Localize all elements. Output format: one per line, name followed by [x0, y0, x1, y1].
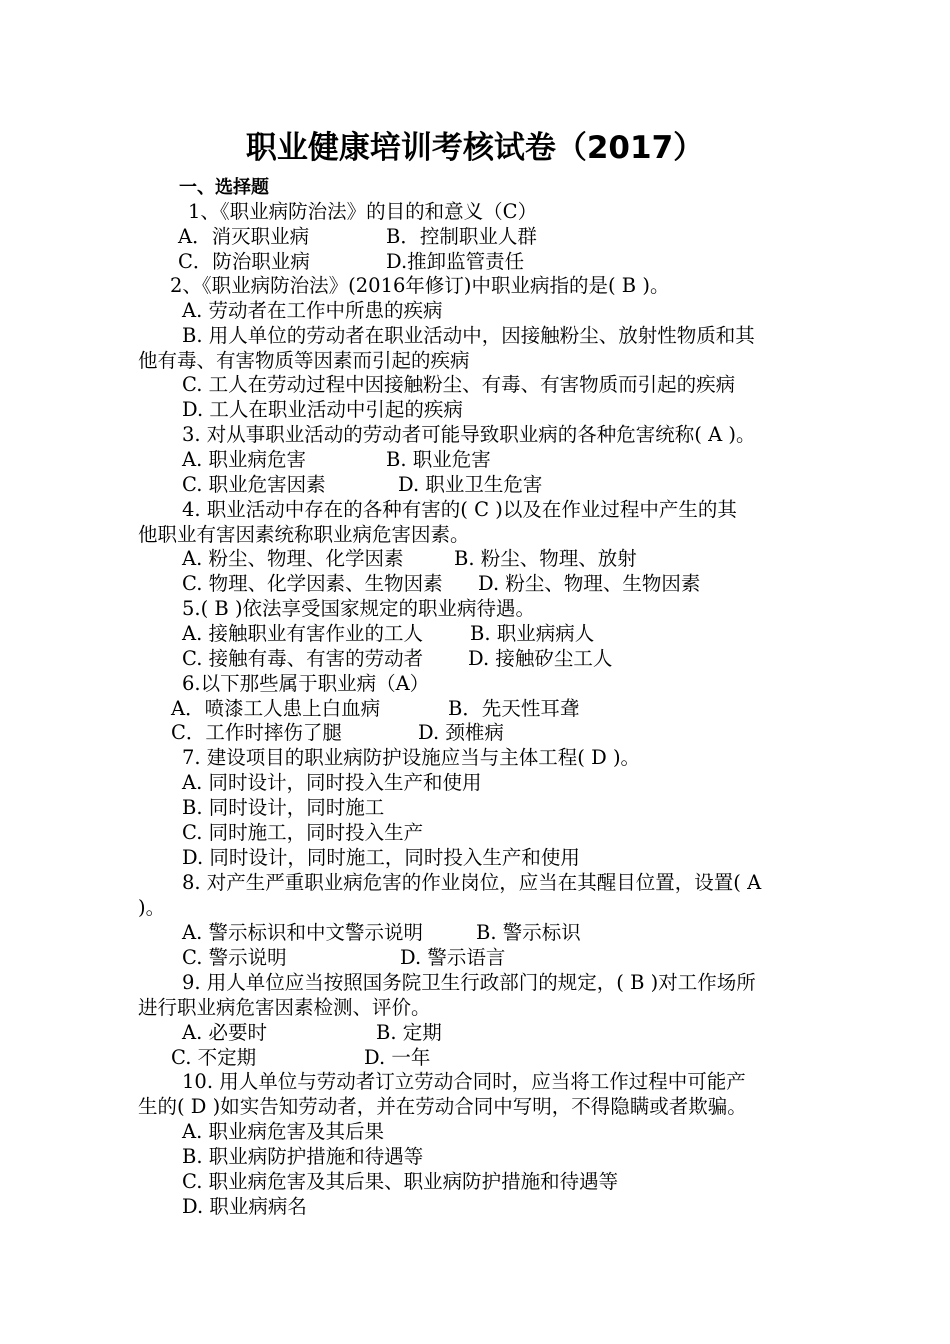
text-line: C. 工人在劳动过程中因接触粉尘、有毒、有害物质而引起的疾病: [182, 373, 736, 396]
option-text: D.推卸监管责任: [386, 250, 525, 273]
text-line: 他有毒、有害物质等因素而引起的疾病: [138, 349, 470, 372]
option-text: D. 一年: [364, 1046, 431, 1069]
option-text: C. 警示说明: [182, 946, 287, 969]
option-text: C. 接触有毒、有害的劳动者: [182, 647, 424, 670]
text-line: D. 职业病病名: [182, 1195, 307, 1218]
text-line: 8. 对产生严重职业病危害的作业岗位，应当在其醒目位置，设置( A: [182, 871, 762, 894]
text-line: 5.( B )依法享受国家规定的职业病待遇。: [182, 597, 536, 620]
text-line: A. 同时设计，同时投入生产和使用: [182, 771, 482, 794]
text-line: 他职业有害因素统称职业病危害因素。: [138, 523, 470, 546]
option-text: C. 物理、化学因素、生物因素: [182, 572, 443, 595]
text-line: B. 用人单位的劳动者在职业活动中，因接触粉尘、放射性物质和其: [182, 324, 755, 347]
option-text: A. 必要时: [182, 1021, 267, 1044]
option-text: A. 职业病危害: [182, 448, 306, 471]
text-line: 9. 用人单位应当按照国务院卫生行政部门的规定，( B )对工作场所: [182, 971, 756, 994]
text-line: 3. 对从事职业活动的劳动者可能导致职业病的各种危害统称( A )。: [182, 423, 756, 446]
text-line: 10. 用人单位与劳动者订立劳动合同时，应当将工作过程中可能产: [182, 1070, 746, 1093]
text-line: 7. 建设项目的职业病防护设施应当与主体工程( D )。: [182, 746, 641, 769]
text-line: 6.以下那些属于职业病（A）: [182, 672, 430, 695]
text-line: C. 职业病危害及其后果、职业病防护措施和待遇等: [182, 1170, 619, 1193]
text-line: 进行职业病危害因素检测、评价。: [138, 996, 431, 1019]
option-text: B. 职业病病人: [470, 622, 595, 645]
option-text: D. 警示语言: [400, 946, 506, 969]
option-text: D. 颈椎病: [418, 721, 504, 744]
option-text: D. 职业卫生危害: [398, 473, 543, 496]
text-line: 2、《职业病防治法》(2016年修订)中职业病指的是( B )。: [170, 274, 670, 297]
option-text: D. 接触矽尘工人: [468, 647, 613, 670]
option-text: A. 警示标识和中文警示说明: [182, 921, 423, 944]
text-line: B. 同时设计，同时施工: [182, 796, 385, 819]
page-title: 职业健康培训考核试卷（2017）: [245, 130, 705, 166]
option-text: B. 警示标识: [476, 921, 581, 944]
option-text: B．先天性耳聋: [448, 697, 580, 720]
option-text: A．喷漆工人患上白血病: [171, 697, 381, 720]
text-line: D. 同时设计，同时施工，同时投入生产和使用: [182, 846, 580, 869]
text-line: D. 工人在职业活动中引起的疾病: [182, 398, 463, 421]
option-text: A．消灭职业病: [178, 225, 310, 248]
text-line: A. 职业病危害及其后果: [182, 1120, 384, 1143]
section-heading: 一、选择题: [179, 177, 269, 198]
option-text: B. 职业危害: [386, 448, 491, 471]
option-text: A. 接触职业有害作业的工人: [182, 622, 423, 645]
text-line: )。: [138, 896, 166, 919]
option-text: B．控制职业人群: [386, 225, 537, 248]
text-line: A. 劳动者在工作中所患的疾病: [182, 299, 443, 322]
text-line: C. 同时施工，同时投入生产: [182, 821, 424, 844]
option-text: B. 粉尘、物理、放射: [454, 547, 637, 570]
option-text: B. 定期: [376, 1021, 442, 1044]
option-text: C．工作时摔伤了腿: [171, 721, 342, 744]
text-line: B. 职业病防护措施和待遇等: [182, 1145, 424, 1168]
option-text: C. 不定期: [171, 1046, 257, 1069]
option-text: A. 粉尘、物理、化学因素: [182, 547, 404, 570]
option-text: D. 粉尘、物理、生物因素: [478, 572, 701, 595]
text-line: 1、《职业病防治法》的目的和意义（C）: [188, 200, 538, 223]
text-line: 生的( D )如实告知劳动者，并在劳动合同中写明，不得隐瞒或者欺骗。: [138, 1095, 747, 1118]
text-line: 4. 职业活动中存在的各种有害的( C )以及在作业过程中产生的其: [182, 498, 737, 521]
option-text: C. 职业危害因素: [182, 473, 326, 496]
option-text: C．防治职业病: [178, 250, 310, 273]
